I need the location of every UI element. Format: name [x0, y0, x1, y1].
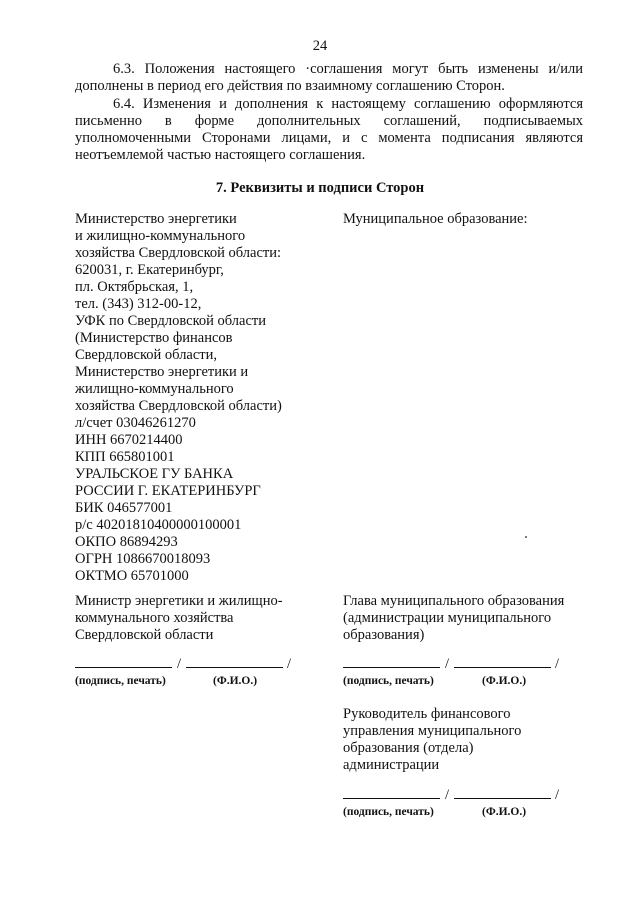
requisite-line: БИК 046577001 — [75, 500, 173, 516]
requisite-line: УРАЛЬСКОЕ ГУ БАНКА — [75, 466, 234, 482]
name-caption: (Ф.И.О.) — [482, 806, 527, 818]
signature-caption: (подпись, печать) — [75, 675, 166, 687]
right-party-requisites — [343, 211, 593, 228]
requisite-line: жилищно-коммунального — [75, 381, 234, 397]
left-signature-lines — [75, 655, 291, 673]
name-caption: (Ф.И.О.) — [213, 675, 258, 687]
requisite-line: УФК по Свердловской области — [75, 313, 266, 329]
signature-blank — [343, 786, 440, 799]
section-title: 7. Реквизиты и подписи Сторон — [215, 180, 425, 196]
requisite-line: пл. Октябрьская, 1, — [75, 279, 194, 295]
signature-blank — [75, 655, 172, 668]
signatory-title-line: Глава муниципального образования — [343, 593, 565, 609]
requisite-line: (Министерство финансов — [75, 330, 233, 346]
requisite-line: ОГРН 1086670018093 — [75, 551, 211, 567]
signature-slash: / — [287, 656, 292, 672]
requisite-line: р/с 40201810400000100001 — [75, 517, 242, 533]
right-signature-lines — [343, 655, 559, 673]
requisite-line: КПП 665801001 — [75, 449, 175, 465]
paragraph-6-4: 6.4. Изменения и дополнения к настоящему соглашению оформляются письменно в форме дополнительных соглашений, подписываемых уполномоченными Сторонами лицами, и с момента подписания являются неотъемлемой частью настоящего соглашения. — [75, 96, 583, 163]
page-number: 24 — [312, 38, 328, 54]
signatory-title-line: коммунального хозяйства — [75, 610, 234, 626]
stray-mark — [525, 536, 527, 538]
left-signature-block — [75, 593, 325, 644]
requisite-line: хозяйства Свердловской области: — [75, 245, 282, 261]
signature-slash: / — [555, 787, 560, 803]
signature-blank — [343, 655, 440, 668]
signature-slash: / — [555, 656, 560, 672]
left-party-requisites — [75, 211, 325, 585]
requisite-line: и жилищно-коммунального — [75, 228, 246, 244]
requisite-line: Свердловской области, — [75, 347, 218, 363]
name-blank — [454, 655, 551, 668]
signature-caption: (подпись, печать) — [343, 675, 434, 687]
signatory-title-line: администрации — [343, 757, 440, 773]
requisite-line: ОКТМО 65701000 — [75, 568, 189, 584]
right-signature-block — [343, 593, 593, 644]
requisite-line: ИНН 6670214400 — [75, 432, 183, 448]
finance-head-signature-lines — [343, 786, 559, 804]
name-blank — [454, 786, 551, 799]
requisite-line: Министерство энергетики — [75, 211, 237, 227]
signatory-title-line: образования (отдела) — [343, 740, 474, 756]
signatory-title-line: управления муниципального — [343, 723, 522, 739]
signatory-title-line: (администрации муниципального — [343, 610, 552, 626]
requisite-line: 620031, г. Екатеринбург, — [75, 262, 224, 278]
paragraph-6-3: 6.3. Положения настоящего ·соглашения могут быть изменены и/или дополнены в период его действия по взаимному соглашению Сторон. — [75, 61, 583, 94]
signature-slash: / — [177, 656, 182, 672]
signature-slash: / — [445, 656, 450, 672]
signature-caption: (подпись, печать) — [343, 806, 434, 818]
requisite-line: РОССИИ Г. ЕКАТЕРИНБУРГ — [75, 483, 261, 499]
name-caption: (Ф.И.О.) — [482, 675, 527, 687]
signatory-title-line: Министр энергетики и жилищно- — [75, 593, 283, 609]
requisite-line: хозяйства Свердловской области) — [75, 398, 282, 414]
requisite-line: Муниципальное образование: — [343, 211, 528, 227]
signatory-title-line: образования) — [343, 627, 425, 643]
requisite-line: тел. (343) 312-00-12, — [75, 296, 202, 312]
signatory-title-line: Свердловской области — [75, 627, 214, 643]
requisite-line: л/счет 03046261270 — [75, 415, 196, 431]
name-blank — [186, 655, 283, 668]
finance-head-signature-block — [343, 706, 593, 774]
requisite-line: ОКПО 86894293 — [75, 534, 178, 550]
signature-slash: / — [445, 787, 450, 803]
signatory-title-line: Руководитель финансового — [343, 706, 511, 722]
requisite-line: Министерство энергетики и — [75, 364, 249, 380]
